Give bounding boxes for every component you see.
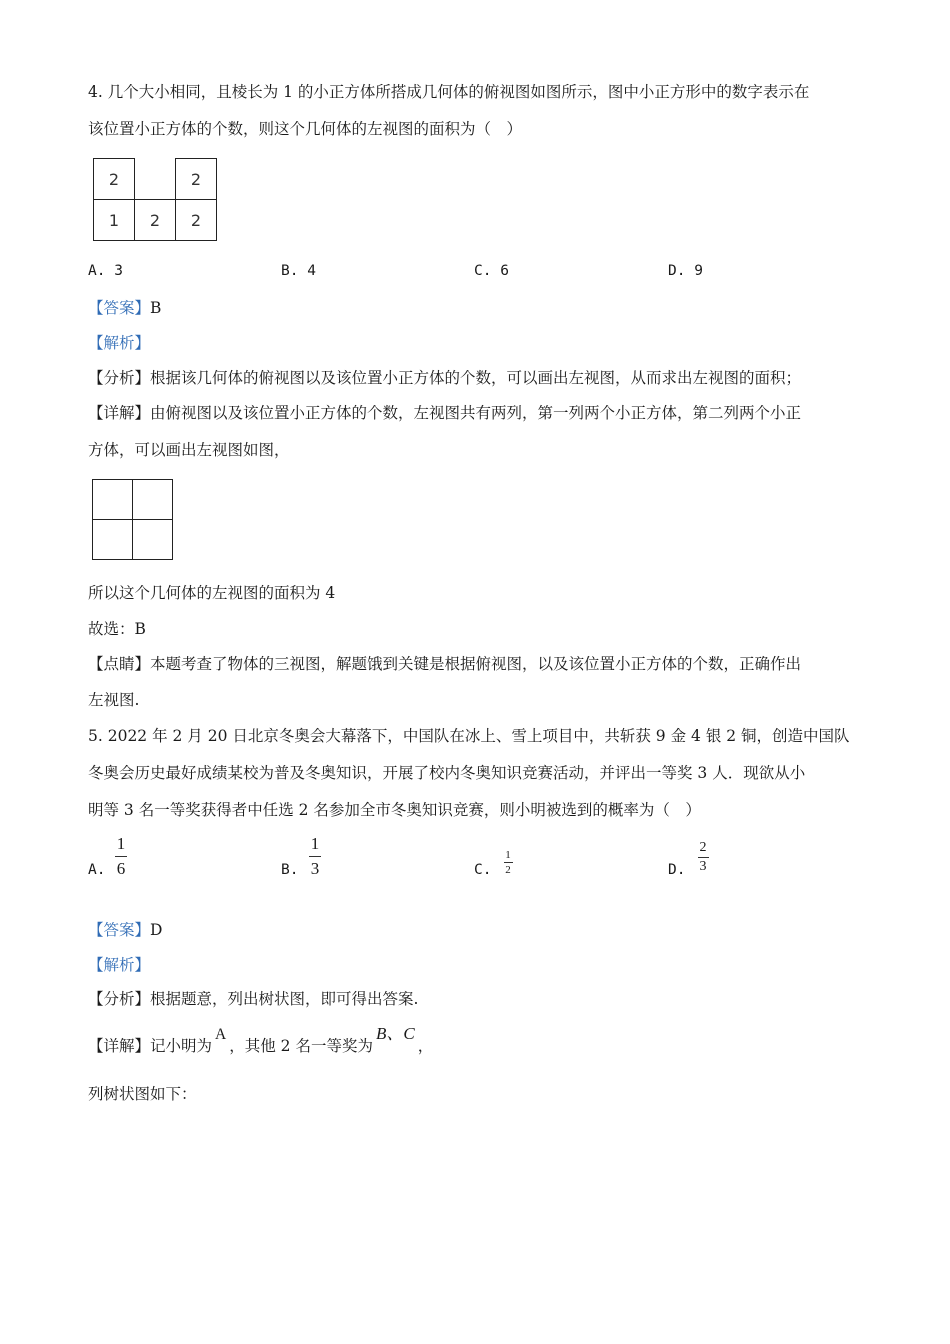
q4-answer: 【答案】B: [88, 299, 162, 317]
q4-xiangjie-line1: 【详解】由俯视图以及该位置小正方体的个数，左视图共有两列，第一列两个小正方体，第二列两个小正: [88, 404, 802, 422]
q4-dianjing-line1: 【点睛】本题考查了物体的三视图，解题饿到关键是根据俯视图，以及该位置小正方体的个数，正确作出: [88, 655, 802, 673]
q5-option-d-letter: D.: [668, 862, 686, 878]
q5-fenxi: 【分析】根据题意，列出树状图，即可得出答案.: [88, 990, 419, 1008]
top-view-cell: 1: [94, 200, 135, 241]
q5-option-c-letter: C.: [474, 862, 492, 878]
q4-fenxi: 【分析】根据该几何体的俯视图以及该位置小正方体的个数，可以画出左视图，从而求出左视图的面积；: [88, 369, 802, 387]
q5-stem-line2: 冬奥会历史最好成绩某校为普及冬奥知识，开展了校内冬奥知识竞赛活动，并评出一等奖 3 人．现欲从小: [88, 764, 806, 782]
top-view-cell: 2: [94, 159, 135, 200]
q4-analysis-tag: 【解析】: [88, 334, 151, 352]
q5-xiangjie: 【详解】记小明为A，其他 2 名一等奖为B、C，: [88, 1024, 434, 1055]
q4-choose: 故选：B: [88, 620, 146, 638]
var-bc: B、C: [375, 1024, 415, 1043]
q5-option-d-fraction: 2 3: [699, 840, 707, 874]
q4-conclusion: 所以这个几何体的左视图的面积为 4: [88, 584, 336, 602]
q4-option-d: D. 9: [668, 263, 703, 279]
q4-stem-line2: 该位置小正方体的个数，则这个几何体的左视图的面积为（ ）: [88, 120, 523, 138]
q4-top-view-figure: [93, 158, 217, 241]
q5-option-a-fraction: 1 6: [116, 834, 126, 878]
top-view-cell: 2: [135, 200, 176, 241]
q5-tree-intro: 列树状图如下：: [88, 1085, 197, 1103]
top-view-cell: 2: [176, 159, 217, 200]
q5-stem-line3: 明等 3 名一等奖获得者中任选 2 名参加全市冬奥知识竞赛，则小明被选到的概率为（ ）: [88, 801, 701, 819]
q5-answer: 【答案】D: [88, 921, 163, 939]
top-view-cell-empty: [135, 159, 176, 200]
q4-left-view-figure: [92, 479, 173, 560]
q4-stem-line1: 4. 几个大小相同，且棱长为 1 的小正方体所搭成几何体的俯视图如图所示，图中小正方形中的数字表示在: [88, 83, 810, 101]
q4-option-b: B. 4: [281, 263, 316, 279]
q4-option-a: A. 3: [88, 263, 123, 279]
q5-stem-line1: 5. 2022 年 2 月 20 日北京冬奥会大幕落下，中国队在冰上、雪上项目中，共斩获 9 金 4 银 2 铜，创造中国队: [88, 727, 850, 745]
grid-divider: [93, 519, 172, 520]
q5-option-a-letter: A.: [88, 862, 106, 878]
q5-option-c-fraction: 1 2: [505, 849, 511, 876]
q5-option-b-fraction: 1 3: [310, 834, 320, 878]
q4-option-c: C. 6: [474, 263, 509, 279]
q5-option-b-letter: B.: [281, 862, 299, 878]
q4-dianjing-line2: 左视图.: [88, 691, 140, 709]
q4-xiangjie-line2: 方体，可以画出左视图如图，: [88, 441, 290, 459]
var-a: A: [215, 1026, 227, 1043]
top-view-cell: 2: [176, 200, 217, 241]
q5-analysis-tag: 【解析】: [88, 956, 151, 974]
